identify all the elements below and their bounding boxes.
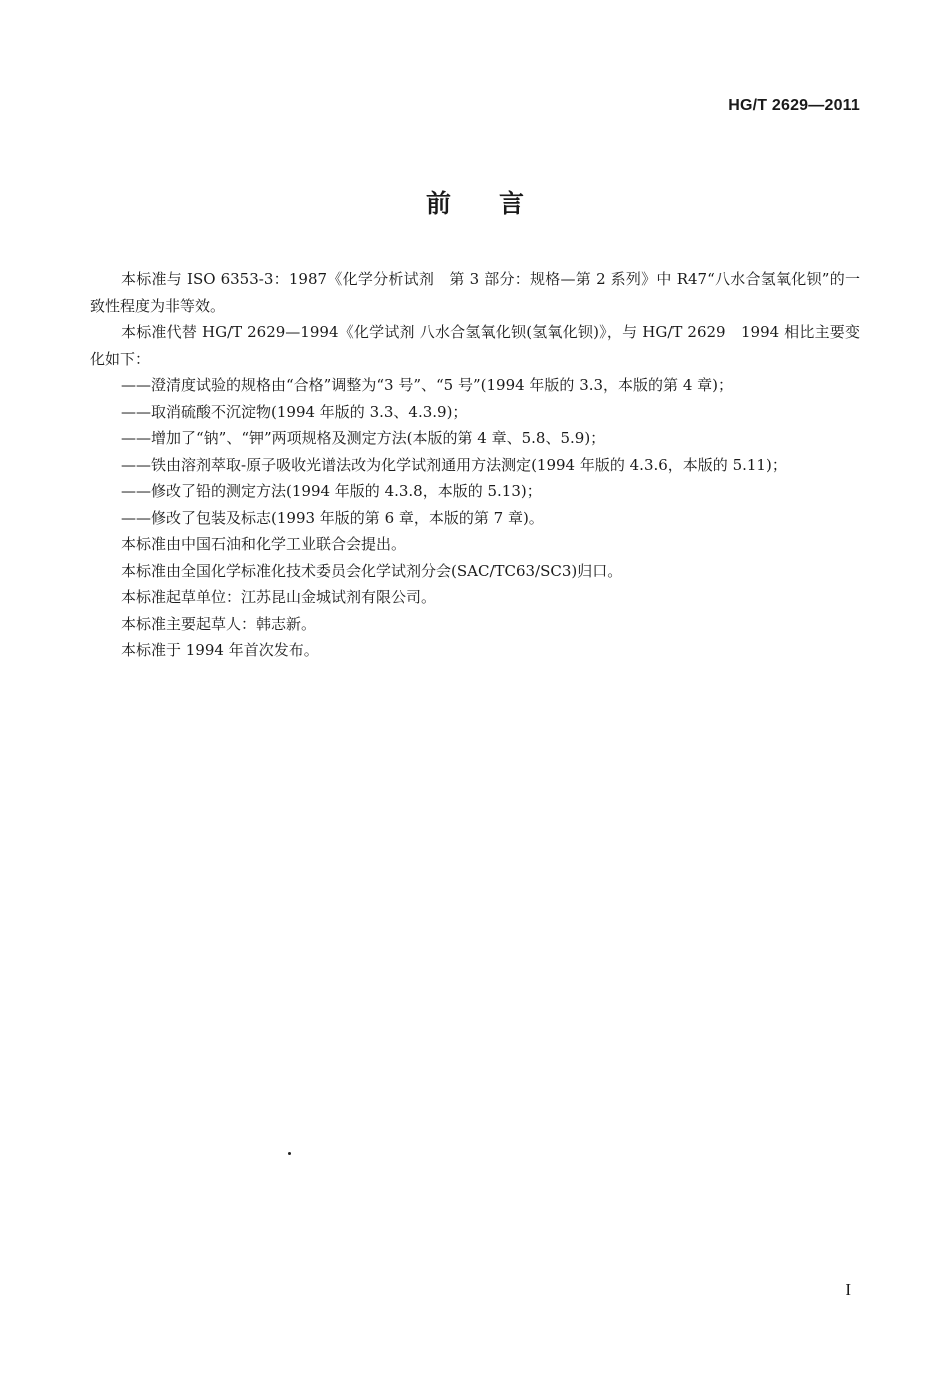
paragraph-proposer: 本标准由中国石油和化学工业联合会提出。 (121, 535, 407, 553)
change-item: ——取消硫酸不沉淀物(1994 年版的 3.3、4.3.9)； (121, 402, 468, 421)
scan-speck (288, 1152, 291, 1155)
change-item: ——澄清度试验的规格由“合格”调整为“3 号”、“5 号”(1994 年版的 3.3，本版的第 4 章)； (121, 376, 733, 394)
paragraph-iso-equivalence: 本标准与 ISO 6353-3：1987《化学分析试剂 第 3 部分：规格—第 2 系列》中 R47“八水合氢氧化钡”的一致性程度为非等效。 (90, 270, 860, 315)
change-item: ——铁由溶剂萃取-原子吸收光谱法改为化学试剂通用方法测定(1994 年版的 4.3.6，本版的 5.11)； (121, 455, 787, 474)
paragraph-drafting-unit: 本标准起草单位：江苏昆山金城试剂有限公司。 (121, 588, 437, 606)
foreword-body (90, 266, 860, 664)
change-item: ——修改了包装及标志(1993 年版的第 6 章，本版的第 7 章)。 (121, 508, 544, 527)
change-item: ——增加了“钠”、“钾”两项规格及测定方法(本版的第 4 章、5.8、5.9)； (121, 429, 606, 447)
paragraph-committee: 本标准由全国化学标准化技术委员会化学试剂分会(SAC/TC63/SC3)归口。 (121, 561, 623, 580)
paragraph-replaces: 本标准代替 HG/T 2629—1994《化学试剂 八水合氢氧化钡(氢氧化钡)》，与 HG/T 2629 1994 相比主要变化如下： (90, 323, 860, 368)
change-item: ——修改了铅的测定方法(1994 年版的 4.3.8，本版的 5.13)； (121, 482, 542, 500)
paragraph-first-issue: 本标准于 1994 年首次发布。 (121, 641, 319, 659)
standard-code: HG/T 2629—2011 (728, 97, 860, 114)
paragraph-drafters: 本标准主要起草人：韩志新。 (121, 614, 317, 633)
page-title: 前言 (425, 189, 572, 218)
page-number: I (845, 1280, 851, 1299)
